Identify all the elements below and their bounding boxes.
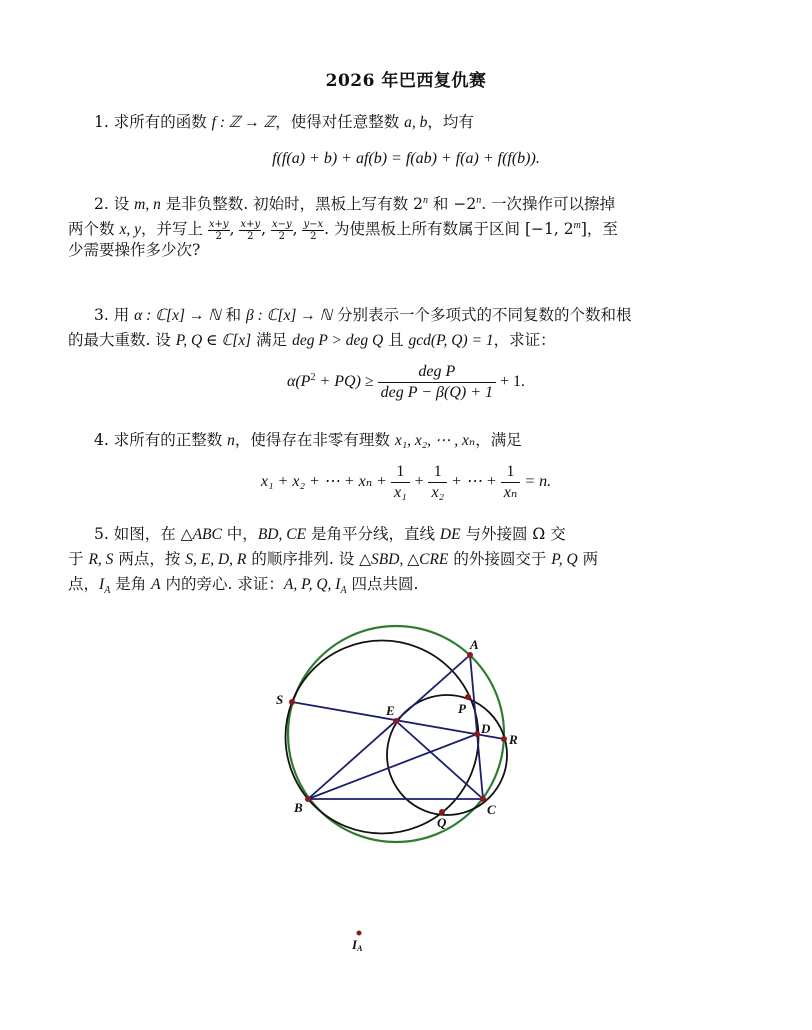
numerator: 1: [391, 462, 410, 483]
point-p: [465, 694, 471, 700]
math: ]: [580, 220, 587, 239]
text: 是非负整数. 初始时，黑板上写有数: [160, 195, 414, 214]
text: ，并写上: [140, 220, 208, 239]
math: +: [409, 473, 429, 491]
text: 四点共圆.: [346, 575, 419, 593]
math: α : ℂ[x] → ℕ: [134, 307, 221, 324]
denominator: 2: [247, 230, 254, 242]
point-c: [480, 796, 486, 802]
math: △SBD, △CRE: [359, 551, 449, 568]
text: ，满足: [475, 431, 522, 449]
point-ia: [357, 931, 362, 936]
problem-number: 5.: [94, 525, 109, 543]
text: 如图，在: [113, 525, 181, 543]
point-e: [393, 718, 399, 724]
label-p: P: [458, 701, 466, 716]
math: = n.: [520, 473, 552, 491]
page-title: 2026 年巴西复仇赛: [325, 71, 487, 91]
text: 的顺序排列. 设: [246, 550, 360, 568]
problem-number: 1.: [94, 113, 109, 131]
math: + ⋯ +: [447, 473, 501, 491]
problem-number: 4.: [94, 431, 109, 449]
text: 求所有的函数: [113, 113, 212, 131]
math: n: [227, 432, 235, 449]
point-s: [289, 699, 295, 705]
text: 是角: [110, 575, 152, 593]
numerator: 1: [501, 462, 521, 483]
label-ia-main: I: [352, 937, 358, 952]
math: S, E, D, R: [185, 551, 247, 568]
denominator: 2: [310, 230, 317, 242]
point-a: [467, 652, 473, 658]
math: x₁, x₂, ⋯ , xₙ: [394, 432, 476, 449]
math: β : ℂ[x] → ℕ: [246, 307, 333, 324]
math: n: [476, 195, 482, 206]
numerator: y−x: [303, 218, 324, 230]
text: . 为使黑板上所有数属于区间: [324, 220, 525, 239]
denominator: x₂: [431, 484, 445, 501]
text: ，使得存在非零有理数: [234, 431, 395, 449]
point-b: [305, 796, 311, 802]
denominator: x₁: [393, 484, 407, 501]
label-q: Q: [437, 815, 447, 830]
math: I: [99, 576, 105, 593]
math: BD, CE: [257, 526, 307, 543]
numerator: x+y: [240, 218, 261, 230]
text: 两: [577, 550, 599, 568]
math: A, P, Q, I: [283, 576, 341, 593]
numerator: x+y: [208, 218, 229, 230]
text: 是角平分线，直线: [306, 525, 440, 543]
math: 2: [413, 195, 423, 214]
math: m, n: [134, 196, 161, 214]
math: n: [422, 195, 428, 206]
text: 求所有的正整数: [113, 431, 228, 449]
label-r: R: [509, 732, 518, 747]
math: x₁ + x₂ + ⋯ + xₙ +: [260, 473, 391, 491]
math: Ω: [532, 525, 546, 543]
bisector-bd: [308, 734, 477, 799]
denominator: deg P − β(Q) + 1: [380, 384, 494, 401]
label-e: E: [386, 703, 395, 718]
numerator: 1: [428, 462, 447, 483]
problem-2-line-2: 两个数 x, y，并写上 $\frac{x+y}{2}$ , $\frac{x+y}{2}$ , $\frac{x-y}{2}$ , $\frac{y-x}{2}$ . 为使黑板上所有数属于区间 [−1, 2$^m$]，至: [68, 218, 618, 242]
text: 和: [220, 306, 247, 324]
math: −2: [453, 195, 477, 214]
math: A: [340, 585, 347, 597]
text: 分别表示一个多项式的不同复数的个数和根: [332, 306, 632, 324]
math: f : ℤ → ℤ: [211, 114, 276, 131]
text: 与外接圆: [460, 525, 533, 543]
text: 且: [383, 331, 409, 349]
numerator: deg P: [378, 362, 496, 383]
text: 两个数: [68, 220, 120, 239]
math: P, Q: [551, 551, 578, 568]
text: 设: [113, 195, 135, 214]
point-d: [474, 731, 480, 737]
text: 点，: [68, 575, 100, 593]
text: 交: [545, 525, 566, 543]
text: 满足: [251, 331, 293, 349]
problem-2-line-3: 少需要操作多少次?: [68, 241, 201, 259]
math: DE: [439, 526, 461, 543]
text: 中，: [221, 525, 258, 543]
text: 的外接圆交于: [448, 550, 552, 568]
text: 用: [113, 306, 135, 324]
math: [−1, 2: [524, 220, 574, 239]
math: + 1.: [496, 373, 526, 391]
math: gcd(P, Q) = 1: [408, 332, 494, 349]
math: 2: [310, 371, 316, 383]
numerator: x−y: [271, 218, 292, 230]
label-s: S: [276, 692, 284, 707]
math: A: [151, 576, 161, 593]
math: △ABC: [180, 526, 222, 543]
problem-number: 3.: [94, 306, 109, 324]
text: ，均有: [427, 113, 474, 131]
label-c: C: [487, 802, 496, 817]
text: 两点，按: [113, 550, 186, 568]
text: 于: [68, 550, 89, 568]
math: P, Q ∈ ℂ[x]: [175, 332, 252, 349]
label-a: A: [470, 637, 479, 652]
text: ，至: [586, 220, 618, 239]
text: 的最大重数. 设: [68, 331, 176, 349]
text: 和: [427, 195, 454, 214]
side-ab: [308, 655, 470, 799]
denominator: 2: [278, 230, 285, 242]
math: deg P > deg Q: [292, 332, 384, 349]
math: α(P: [286, 373, 311, 391]
label-d: D: [481, 721, 491, 736]
label-b: B: [294, 800, 303, 815]
math: a, b: [404, 114, 428, 131]
label-ia-sub: A: [357, 944, 363, 953]
problem-1-equation: f(f(a) + b) + af(b) = f(ab) + f(a) + f(f(b)).: [272, 150, 540, 167]
problem-number: 2.: [94, 195, 109, 214]
math: m: [573, 220, 581, 231]
text: . 一次操作可以擦掉: [481, 195, 616, 214]
denominator: xₙ: [503, 484, 518, 501]
math: A: [104, 585, 111, 597]
text: ，求证：: [493, 331, 556, 349]
text: 内的旁心. 求证：: [160, 575, 284, 593]
point-r: [501, 736, 507, 742]
label-ia: [351, 937, 363, 953]
math: R, S: [88, 551, 114, 568]
text: ，使得对任意整数: [275, 113, 405, 131]
math: + PQ) ≥: [315, 373, 378, 391]
denominator: 2: [215, 230, 222, 242]
math: x, y: [119, 221, 141, 239]
